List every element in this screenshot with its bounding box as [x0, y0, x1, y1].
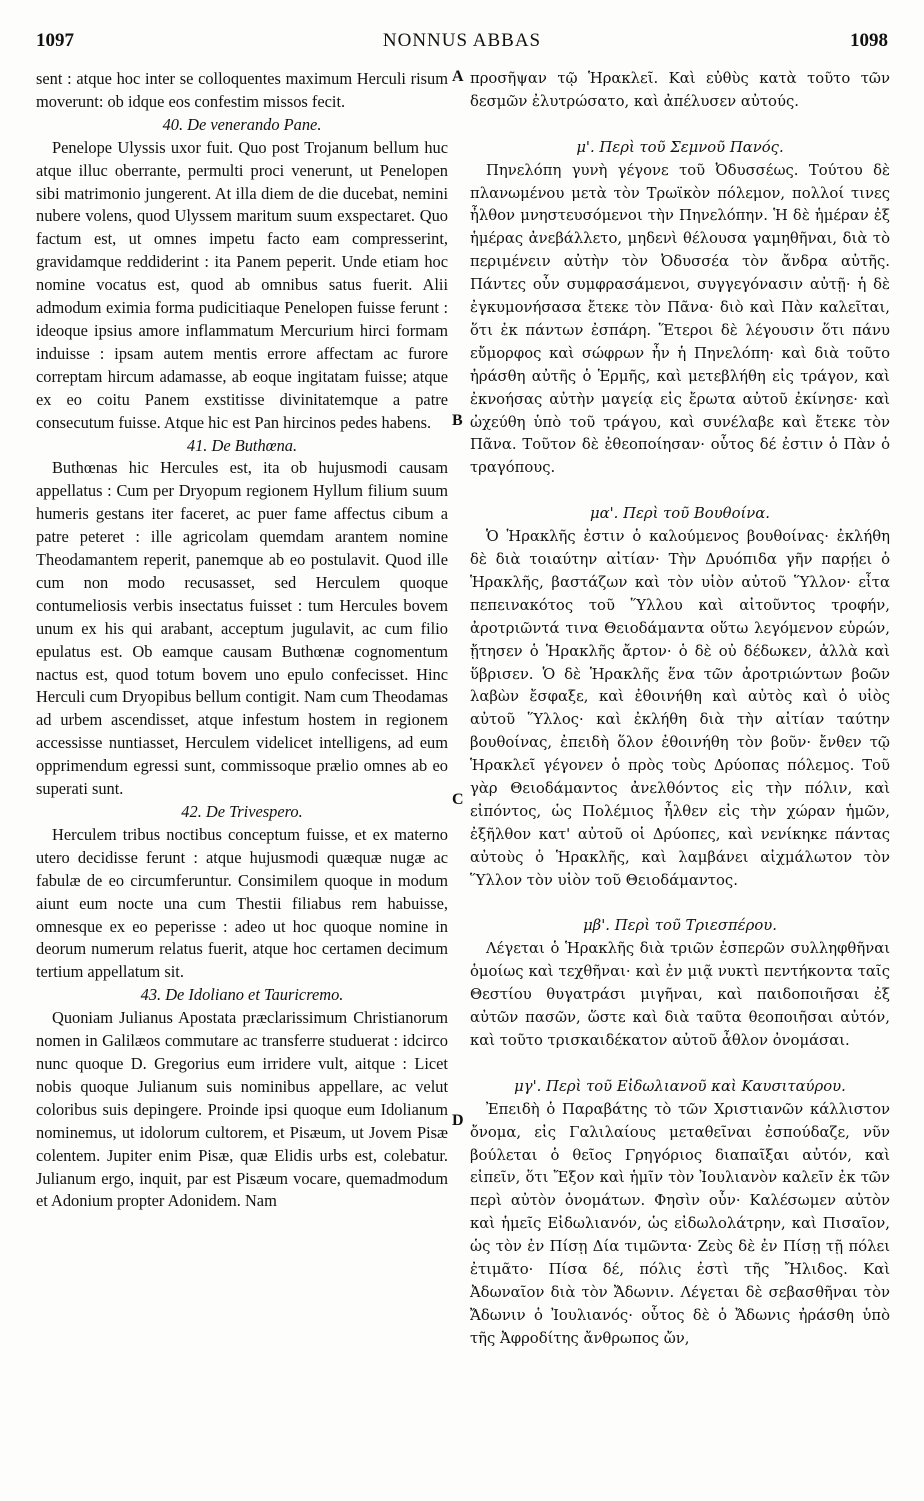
- section-title-43-greek: μγ'. Περὶ τοῦ Εἰδωλιανοῦ καὶ Καυσιταύρου.: [514, 1077, 846, 1095]
- section-text-41-latin: Buthœnas hic Hercules est, ita ob hujusmodi causam appellatus : Cum per Dryopum regionem Hyllum filium suum humeris gestans iter faceret, ac puer fame affectus cibum a patre peteret : ille agricolam quemdam arantem nomine Theodamantem reperit, panemque ab eo postulavit. Quod ille cum non modo recusasset, sed Herculem quoque contumeliosis verbis insectatus fuisset : tum Hercules bovem unum ex his qui arabant, acceptum jugulavit, ac cum filio epulatus est. Ob eamque causam Buthœnæ cognomentum nactus est, quod totum bovem uno epulo confecisset. Hinc Herculi cum Dryopibus bellum contigit. Nam cum Theodamas ad urbem ascendisset, atque infestum hostem in regionem accessisse nuntiasset, Herculem videlicet intelligens, ad eum opprimendum egressi sunt, commissoque prælio omnes ab eo superati sunt.: [36, 458, 448, 799]
- section-text-42-greek: Λέγεται ὁ Ἡρακλῆς διὰ τριῶν ἑσπερῶν συλληφθῆναι ὁμοίως καὶ τεχθῆναι· καὶ ἐν μιᾷ νυκτὶ πεντήκοντα ταῖς Θεστίου θυγατράσι μιγῆναι, καὶ παιδοποιῆσαι ἐξ αὐτῶν πασῶν, ὥστε καὶ διὰ ταῦτα θεοποιῆσαι αὐτόν, καὶ τοῦτο τρισκαιδέκατον αὐτοῦ ἆθλον ὀνομάσαι.: [470, 940, 890, 1050]
- section-title-42-latin: 42. De Trivespero.: [181, 802, 303, 821]
- section-title-42-greek: μβ'. Περὶ τοῦ Τριεσπέρου.: [583, 917, 777, 935]
- page-number-right: 1098: [850, 30, 888, 51]
- section-title-41-greek: μα'. Περὶ τοῦ Βουθοίνα.: [589, 505, 770, 523]
- section-title-40-latin: 40. De venerando Pane.: [162, 114, 322, 134]
- latin-column: [36, 68, 448, 1213]
- latin-intro: sent : atque hoc inter se colloquentes maximum Herculi risum moverunt: ob idque eos confestim missos fecit.: [36, 69, 448, 111]
- margin-letter-c: C: [452, 791, 464, 808]
- page-header: [36, 30, 888, 54]
- section-text-40-greek: Πηνελόπη γυνὴ γέγονε τοῦ Ὀδυσσέως. Τούτου δὲ πλανωμένου μετὰ τὸν Τρωϊκὸν πόλεμον, πολλοί τινες ἦλθον μνηστευσόμενοι τὴν Πηνελόπην. Ἡ δὲ ἡμέραν ἐξ ἡμέρας ἀνεβάλλετο, μηδενὶ θέλουσα γαμηθῆναι, διὰ τὸ περιμένειν αὐτὴν τὸν Ὀδυσσέα τὸν ἄνδρα αὐτῆς. Πάντες οὖν συμφρασάμενοι, συγγεγόνασιν αὐτῇ· ἡ δὲ ἐγκυμονήσασα ἔτεκε τὸν Πᾶνα· διὸ καὶ Πὰν καλεῖται, ὅτι ἐκ πάντων ἐσπάρη. Ἕτεροι δὲ λέγουσιν ὅτι πάνυ εὔμορφος καὶ σώφρων ἦν ἡ Πηνελόπη· καὶ διὰ τοῦτο ἠράσθη αὐτῆς ὁ Ἑρμῆς, καὶ μετεβλήθη εἰς τράγον, καὶ ἐκνοήσας αὐτὴν μαγείᾳ εἰς ἔρωτα αὐτοῦ ἐκίνησε· καὶ ὠχεύθη ὑπὸ τοῦ τράγου, καὶ συνέλαβε καὶ ἔτεκε τὸν Πᾶνα. Τοῦτον δὲ ἐθεοποίησαν· οὗτος δέ ἐστιν ὁ Πὰν ὁ τραγόπους.: [470, 161, 890, 477]
- section-title-43-latin: 43. De Idoliano et Tauricremo.: [140, 985, 344, 1005]
- margin-letter-a: A: [452, 68, 464, 85]
- margin-letter-d: D: [452, 1112, 464, 1129]
- section-title-40-greek: μ'. Περὶ τοῦ Σεμνοῦ Πανός.: [576, 138, 784, 156]
- section-text-43-latin: Quoniam Julianus Apostata præclarissimum Christianorum nomen in Galilæos commutare ac transferre studuerat : idcirco nunc quoque D. Gregorius eum irridere vult, aitque : Licet nobis quoque Julianum suis nominibus appellare, ac velut coloribus suis depingere. Proinde ipsi quoque eum Idolianum nominemus, ut idolorum cultorem, et Pisæum, ut Jovem Pisæ colentem. Jupiter enim Pisæ, quæ Elidis urbs est, colebatur. Julianum ergo, inquit, par est Pisæum vocare, quemadmodum et Adonium propter Adonidem. Nam: [36, 1008, 448, 1211]
- section-text-41-greek: Ὁ Ἡρακλῆς ἐστιν ὁ καλούμενος βουθοίνας· ἐκλήθη δὲ διὰ τοιαύτην αἰτίαν· Τὴν Δρυόπιδα γῆν παρῄει ὁ Ἡρακλῆς, βαστάζων καὶ τὸν υἱὸν αὐτοῦ Ὕλλον· εἶτα πεπεινακότος τοῦ Ὕλλου καὶ αἰτοῦντος τροφήν, ἀροτριῶντά τινα Θειοδάμαντα οὕτω λεγόμενον εὑρών, ᾔτησεν ὁ Ἡρακλῆς ἄρτον· ὁ δὲ οὐ δέδωκεν, ἀλλὰ καὶ ὕβρισεν. Ὁ δὲ Ἡρακλῆς ἕνα τῶν ἀροτριώντων βοῶν λαβὼν ἔσφαξε, καὶ ἐθοινήθη καὶ αὐτὸς καὶ ὁ υἱὸς αὐτοῦ Ὕλλος· καὶ ἐκλήθη διὰ τὴν αἰτίαν ταύτην βουθοίνας, ἐπειδὴ ὅλον ἐθοινήθη τὸν βοῦν· ἔνθεν τῷ Ἡρακλεῖ γέγονεν ὁ πρὸς τοὺς Δρύοπας πόλεμος. Τοῦ γὰρ Θειοδάμαντος ἀνελθόντος εἰς τὴν πόλιν, καὶ εἰπόντος, ὡς Πολέμιος ἦλθεν εἰς τὴν χώραν ἡμῶν, ἐξῆλθον κατ' αὐτοῦ οἱ Δρύοπες, καὶ νενίκηκε πάντας αὐτοὺς ὁ Ἡρακλῆς, καὶ λαμβάνει αἰχμάλωτον τὸν Ὕλλον τὸν υἱὸν τοῦ Θειοδάμαντος.: [470, 528, 890, 889]
- section-title-41-latin: 41. De Buthœna.: [186, 435, 298, 455]
- greek-column: [470, 68, 890, 1351]
- running-title: NONNUS ABBAS: [382, 30, 542, 51]
- section-text-40-latin: Penelope Ulyssis uxor fuit. Quo post Trojanum bellum huc atque illuc oberrante, permulti proci venerunt, ut Penelopen sibi matrimonio jungerent. At illa diem de die ducebat, nemini nubere volens, quod Ulyssem maritum suum exspectaret. Quo factum est, ut omnes impetu facto eam compresserint, gravidamque reddiderint : ita Panem peperit. Unde etiam hoc nomine vocatus est, quod ab omnibus satus fuerit. Alii admodum eximia forma pudicitiaque Penelopen fuisse ferunt : ideoque ipsius amore inflammatum Mercurium hirci formam induisse : ipsam autem mentis errore affectam ac furore correptam hircum adamasse, ab eoque ingitatam fuisse; atque ex eo coitu Panem exstitisse divinitatemque a patre consecutum fuisse. Atque hic est Pan hircinos pedes habens.: [36, 137, 448, 432]
- greek-intro: προσῆψαν τῷ Ἡρακλεῖ. Καὶ εὐθὺς κατὰ τοῦτο τῶν δεσμῶν ἐλυτρώσατο, καὶ ἀπέλυσεν αὐτούς.: [470, 70, 890, 110]
- section-text-43-greek: Ἐπειδὴ ὁ Παραβάτης τὸ τῶν Χριστιανῶν κάλλιστον ὄνομα, εἰς Γαλιλαίους μεταθεῖναι ἐσπούδαζε, νῦν βούλεται ὁ θεῖος Γρηγόριος διαπαῖξαι αὐτόν, καὶ εἰπεῖν, ὅτι Ἔξον καὶ ἡμῖν τὸν Ἰουλιανὸν καλεῖν ἐκ τῶν περὶ αὐτὸν ὀνομάτων. Φησὶν οὖν· Καλέσωμεν αὐτὸν καὶ ἡμεῖς Εἰδωλιανόν, ὡς εἰδωλολάτρην, καὶ Πισαῖον, ὡς τὸν ἐν Πίσῃ Δία τιμῶντα· Ζεὺς δὲ ἐν Πίσῃ τῇ πόλει ἐτιμᾶτο· Πίσα δέ, πόλις ἐστὶ τῆς Ἤλιδος. Καὶ Ἀδωναῖον διὰ τὸν Ἄδωνιν. Λέγεται δὲ σεβασθῆναι τὸν Ἄδωνιν ὁ Ἰουλιανός· οὗτος δὲ ὁ Ἄδωνις ἠράσθη ὑπὸ τῆς Ἀφροδίτης ἄνθρωπος ὤν,: [470, 1100, 890, 1347]
- page-number-left: 1097: [36, 30, 74, 51]
- margin-letter-b: B: [452, 412, 463, 429]
- section-text-42-latin: Herculem tribus noctibus conceptum fuisse, et ex materno utero decidisse ferunt : atque hujusmodi quæquæ nugæ ac fabulæ de eo circumferuntur. Consimilem quoque in modum aiunt eum nocte una cum Thestii filiabus rem habuisse, omnesque ex eo peperisse : adeo ut hoc quoque nomine in deorum numerum relatus fuerit, atque hoc certamen decimum tertium appellatum sit.: [36, 824, 448, 982]
